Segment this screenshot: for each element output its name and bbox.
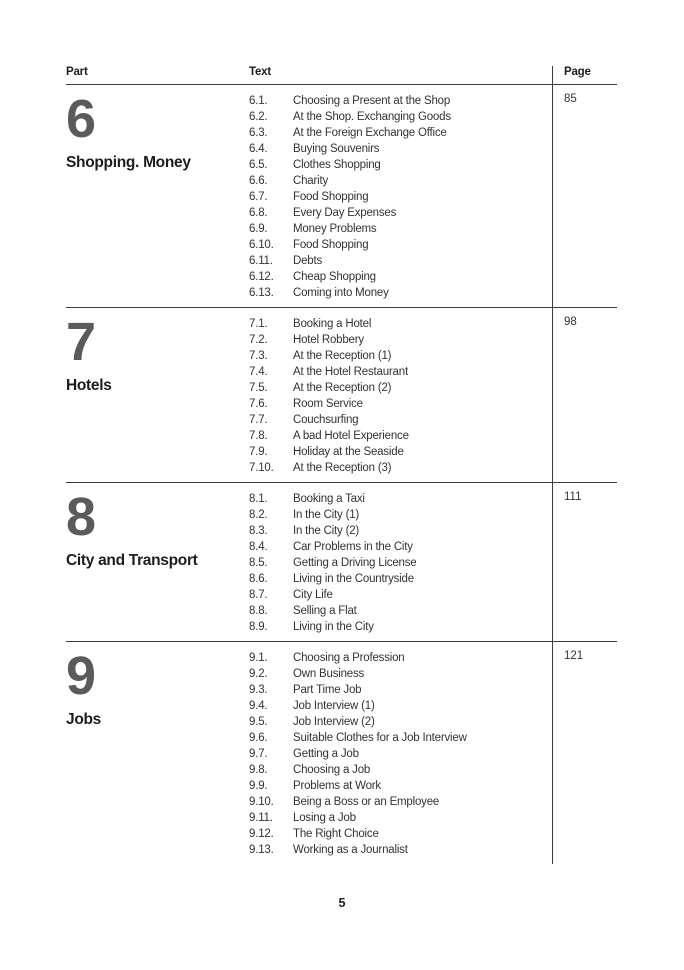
entry-title: Hotel Robbery [293,334,364,346]
section-start-page: 98 [552,308,617,482]
entry-number: 9.2. [249,668,268,680]
entry-title: City Life [293,589,333,601]
toc-entry [249,523,552,539]
entry-number: 8.3. [249,525,268,537]
entry-title: At the Foreign Exchange Office [293,127,447,139]
entry-title: Every Day Expenses [293,207,397,219]
entry-number: 9.6. [249,732,268,744]
entry-number: 6.3. [249,127,268,139]
entry-title: Choosing a Present at the Shop [293,95,451,107]
entry-title: Holiday at the Seaside [293,446,404,458]
toc-entry [249,380,552,396]
entry-title: Losing a Job [293,812,356,824]
part-title: Jobs [66,710,101,728]
entry-title: At the Reception (3) [293,462,392,474]
entry-number: 8.7. [249,589,268,601]
toc-entry [249,428,552,444]
entry-title: Own Business [293,668,365,680]
entry-title: Working as a Journalist [293,844,408,856]
toc-header-row [66,66,617,85]
toc-entry [249,173,552,189]
entry-title: Job Interview (2) [293,716,375,728]
toc-entry [249,666,552,682]
toc-body [66,85,617,864]
toc-entry [249,698,552,714]
entry-number: 9.8. [249,764,268,776]
entry-number: 6.8. [249,207,268,219]
toc-entry [249,364,552,380]
section-start-page: 111 [552,483,617,641]
entry-number: 9.9. [249,780,268,792]
entry-number: 9.11. [249,812,273,824]
header-text-label: Text [249,66,271,78]
entry-title: Money Problems [293,223,377,235]
entry-title: Being a Boss or an Employee [293,796,440,808]
entry-number: 6.10. [249,239,274,251]
entry-number: 9.5. [249,716,268,728]
toc-entry [249,794,552,810]
entry-number: 6.1. [249,95,268,107]
entry-number: 6.6. [249,175,268,187]
toc-entry [249,396,552,412]
toc-entry [249,571,552,587]
entry-number: 9.7. [249,748,268,760]
toc-entry [249,125,552,141]
toc-entry [249,842,552,858]
toc-entry [249,460,552,476]
toc-entry [249,237,552,253]
entry-number: 6.2. [249,111,268,123]
toc-entry [249,93,552,109]
toc-entry [249,157,552,173]
toc-entry [249,221,552,237]
part-title: City and Transport [66,551,198,569]
entry-number: 7.9. [249,446,268,458]
entry-title: Food Shopping [293,239,369,251]
toc-entry [249,778,552,794]
part-title: Shopping. Money [66,153,191,171]
entry-title: Booking a Hotel [293,318,372,330]
toc-entry [249,714,552,730]
toc-entry [249,762,552,778]
part-column [66,85,249,307]
entry-number: 9.1. [249,652,268,664]
toc-entry [249,332,552,348]
toc-entry [249,603,552,619]
toc-entry [249,269,552,285]
entry-title: Car Problems in the City [293,541,413,553]
toc-section [66,482,617,641]
toc-entry [249,619,552,635]
entry-title: A bad Hotel Experience [293,430,409,442]
header-part-label: Part [66,66,88,78]
section-start-page: 85 [552,85,617,307]
entry-number: 6.11. [249,255,273,267]
entry-title: Debts [293,255,323,267]
entry-number: 7.1. [249,318,268,330]
entry-title: Living in the Countryside [293,573,414,585]
entry-number: 8.1. [249,493,268,505]
toc-entry [249,682,552,698]
entry-title: Cheap Shopping [293,271,376,283]
entry-title: Choosing a Profession [293,652,405,664]
entry-title: Room Service [293,398,363,410]
entry-title: Job Interview (1) [293,700,375,712]
part-number: 7 [66,312,96,372]
toc-entry [249,539,552,555]
toc-entry [249,444,552,460]
toc-entry [249,491,552,507]
toc-entry [249,746,552,762]
entries [249,85,552,307]
entry-number: 6.4. [249,143,268,155]
entry-number: 9.13. [249,844,274,856]
entry-title: Couchsurfing [293,414,359,426]
toc-entry [249,826,552,842]
entry-number: 7.3. [249,350,268,362]
entry-number: 7.10. [249,462,274,474]
entries [249,308,552,482]
toc-entry [249,253,552,269]
entry-title: Charity [293,175,329,187]
entry-number: 8.5. [249,557,268,569]
entry-number: 6.12. [249,271,274,283]
entry-number: 9.3. [249,684,268,696]
entry-title: Coming into Money [293,287,389,299]
entry-number: 6.5. [249,159,268,171]
entry-number: 6.13. [249,287,274,299]
toc-section [66,641,617,864]
entry-number: 6.7. [249,191,268,203]
entry-title: Getting a Job [293,748,359,760]
entry-title: At the Reception (2) [293,382,392,394]
entry-number: 7.6. [249,398,268,410]
toc-entry [249,316,552,332]
entry-number: 8.4. [249,541,268,553]
toc-entry [249,730,552,746]
entry-number: 7.8. [249,430,268,442]
entry-number: 8.8. [249,605,268,617]
entry-number: 7.5. [249,382,268,394]
toc-entry [249,141,552,157]
toc-entry [249,507,552,523]
header-page-label: Page [552,66,617,84]
toc-entry [249,285,552,301]
toc-entry [249,189,552,205]
part-column [66,483,249,641]
entry-title: The Right Choice [293,828,379,840]
entry-number: 8.9. [249,621,268,633]
entry-number: 8.2. [249,509,268,521]
entry-number: 7.4. [249,366,268,378]
entry-title: Clothes Shopping [293,159,381,171]
section-start-page: 121 [552,642,617,864]
toc-entry [249,348,552,364]
entry-title: Suitable Clothes for a Job Interview [293,732,467,744]
entry-title: Booking a Taxi [293,493,365,505]
entry-number: 9.12. [249,828,274,840]
entry-title: Problems at Work [293,780,381,792]
toc-entry [249,109,552,125]
toc-entry [249,412,552,428]
entry-title: Selling a Flat [293,605,357,617]
entry-title: At the Reception (1) [293,350,392,362]
entries [249,642,552,864]
entry-number: 7.2. [249,334,268,346]
entry-title: In the City (1) [293,509,360,521]
entry-title: Part Time Job [293,684,362,696]
entry-title: Living in the City [293,621,374,633]
entry-title: Choosing a Job [293,764,371,776]
toc-section [66,85,617,307]
toc-entry [249,587,552,603]
toc-entry [249,810,552,826]
part-number: 8 [66,487,96,547]
toc-entry [249,650,552,666]
entry-title: At the Hotel Restaurant [293,366,408,378]
entry-title: At the Shop. Exchanging Goods [293,111,451,123]
entry-number: 9.4. [249,700,268,712]
entry-number: 7.7. [249,414,268,426]
entry-number: 8.6. [249,573,268,585]
toc-section [66,307,617,482]
entry-title: Buying Souvenirs [293,143,380,155]
part-number: 9 [66,646,96,706]
entry-title: In the City (2) [293,525,360,537]
folio-page-number: 5 [338,896,346,910]
entries [249,483,552,641]
entry-number: 9.10. [249,796,274,808]
part-title: Hotels [66,376,112,394]
entry-number: 6.9. [249,223,268,235]
part-column [66,308,249,482]
entry-title: Food Shopping [293,191,369,203]
toc-entry [249,205,552,221]
entry-title: Getting a Driving License [293,557,417,569]
toc-entry [249,555,552,571]
part-number: 6 [66,89,96,149]
part-column [66,642,249,864]
